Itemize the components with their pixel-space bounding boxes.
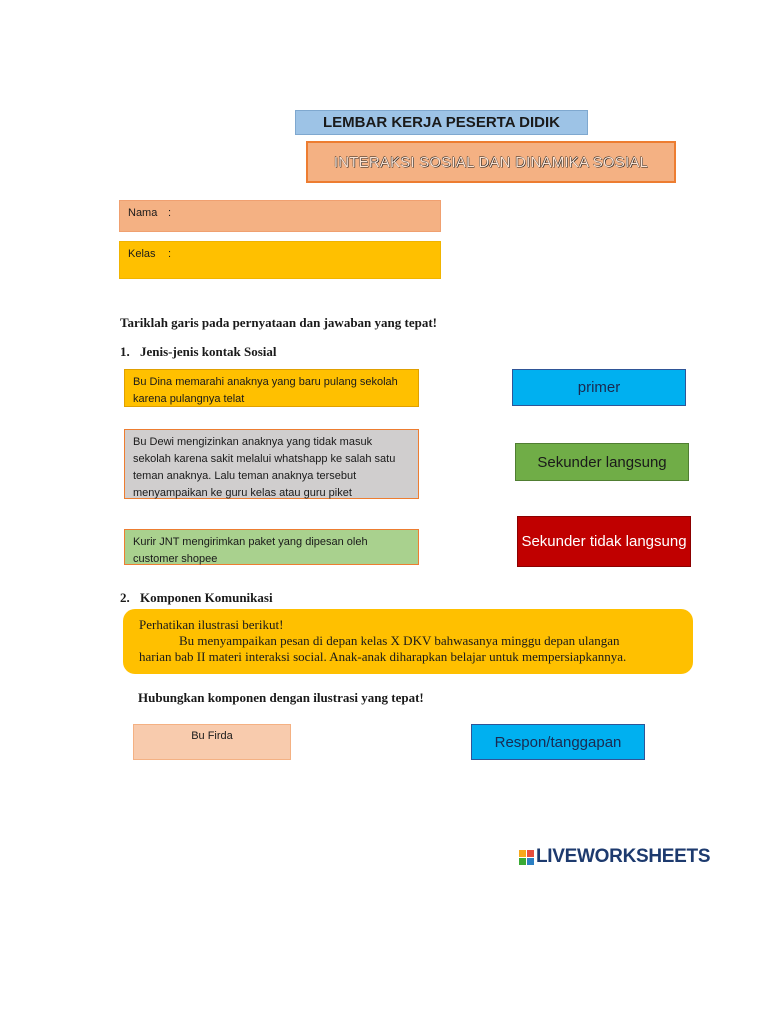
illustration-line-3: harian bab II materi interaksi social. Anak-anak diharapkan belajar untuk mempersiapkannya. xyxy=(139,649,627,664)
statement-3[interactable]: Kurir JNT mengirimkan paket yang dipesan oleh customer shopee xyxy=(124,529,419,565)
statement-2[interactable]: Bu Dewi mengizinkan anaknya yang tidak masuk sekolah karena sakit melalui whatshapp ke salah satu teman anaknya. Lalu teman anaknya tersebut menyampaikan ke guru kelas atau guru piket xyxy=(124,429,419,499)
name-label: Nama xyxy=(128,207,158,219)
worksheet-title: LEMBAR KERJA PESERTA DIDIK xyxy=(295,110,588,135)
liveworksheets-wordmark: LIVEWORKSHEETS xyxy=(536,846,711,867)
name-field[interactable] xyxy=(119,200,441,232)
worksheet-subtitle: INTERAKSI SOSIAL DAN DINAMIKA SOSIAL xyxy=(306,141,676,183)
component-left-item[interactable]: Bu Firda xyxy=(133,724,291,760)
illustration-box xyxy=(123,609,693,674)
answer-sekunder-langsung[interactable]: Sekunder langsung xyxy=(515,443,689,481)
connect-instruction: Hubungkan komponen dengan ilustrasi yang tepat! xyxy=(138,690,424,705)
statement-1[interactable]: Bu Dina memarahi anaknya yang baru pulang sekolah karena pulangnya telat xyxy=(124,369,419,407)
answer-primer[interactable]: primer xyxy=(512,369,686,406)
section2-number: 2. xyxy=(120,590,130,605)
main-instruction: Tariklah garis pada pernyataan dan jawaban yang tepat! xyxy=(120,315,437,330)
name-colon: : xyxy=(168,207,172,219)
illustration-intro: Perhatikan ilustrasi berikut! xyxy=(139,617,284,632)
liveworksheets-logo xyxy=(519,846,710,868)
class-field[interactable] xyxy=(119,241,441,279)
section2-title: Komponen Komunikasi xyxy=(140,590,273,605)
liveworksheets-logo-icon xyxy=(519,850,534,865)
section1-title: Jenis-jenis kontak Sosial xyxy=(140,344,277,359)
class-colon: : xyxy=(168,248,172,260)
illustration-line-2: Bu menyampaikan pesan di depan kelas X DKV bahwasanya minggu depan ulangan xyxy=(179,633,620,648)
section2-heading xyxy=(120,590,273,606)
answer-sekunder-tidak-langsung[interactable]: Sekunder tidak langsung xyxy=(517,516,691,567)
section1-heading xyxy=(120,344,277,360)
section1-number: 1. xyxy=(120,344,130,359)
component-right-item[interactable]: Respon/tanggapan xyxy=(471,724,645,760)
class-label: Kelas xyxy=(128,248,156,260)
